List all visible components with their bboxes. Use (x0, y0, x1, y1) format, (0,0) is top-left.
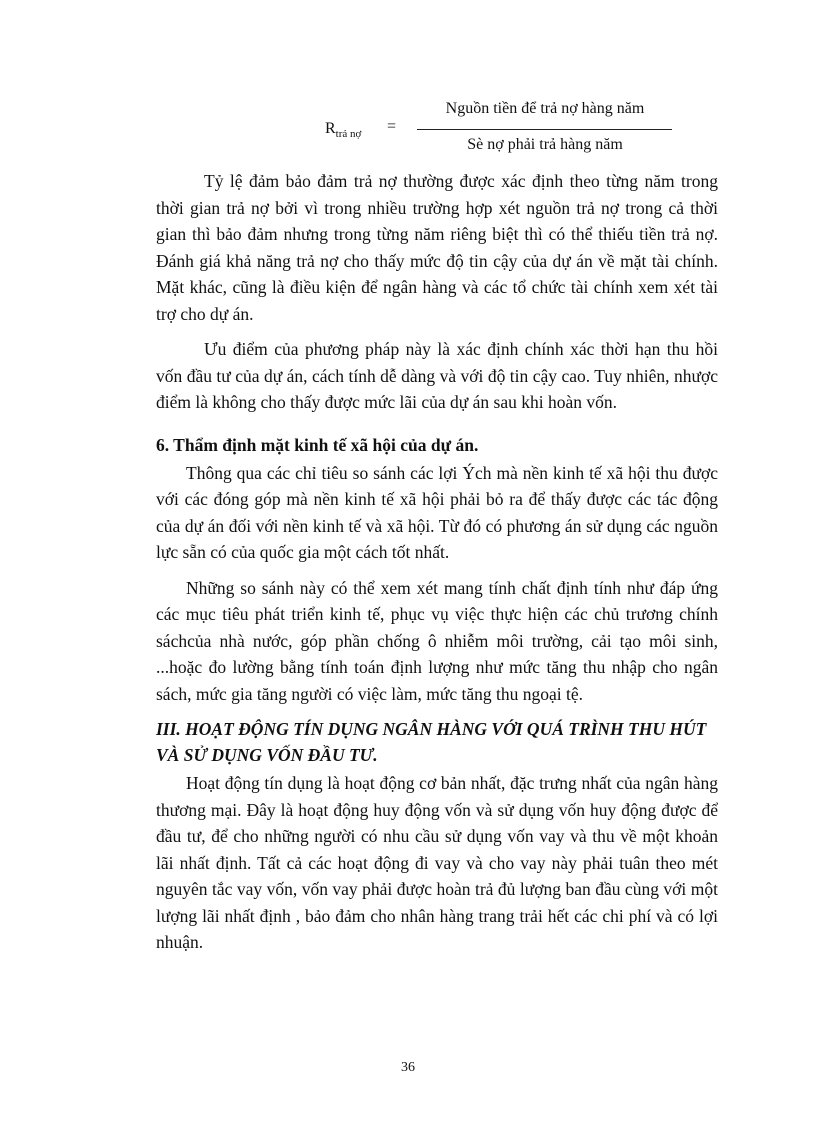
section-iii-heading: III. HOẠT ĐỘNG TÍN DỤNG NGÂN HÀNG VỚI QUÁ TRÌNH THU HÚT VÀ SỬ DỤNG VỐN ĐẦU TƯ. (156, 719, 707, 765)
formula-lhs: $R_{trả nợ}$ (325, 120, 362, 141)
formula-denominator: Sè nợ phải trả hàng năm (467, 136, 623, 153)
formula-numerator: Nguồn tiền để trả nợ hàng năm (445, 100, 645, 117)
paragraph-socioeconomic-1: Thông qua các chỉ tiêu so sánh các lợi Ých mà nền kinh tế xã hội thu được với các đóng góp mà nền kinh tế xã hội phải bỏ ra để thấy được các tác động của dự án đối với nền kinh tế và xã hội. Từ đó có phương án sử dụng các nguồn lực sẵn có của quốc gia một cách tốt nhất. (156, 462, 718, 562)
section-6-heading: 6. Thẩm định mặt kinh tế xã hội của dự án. (156, 434, 479, 455)
formula-lhs-subscript: trả nợ (335, 128, 362, 141)
paragraph-debt-ratio: Tỷ lệ đảm bảo đảm trả nợ thường được xác định theo từng năm trong thời gian trả nợ bởi vì trong nhiều trường hợp xét nguồn trả nợ trong cả thời gian thì bảo đảm nhưng trong từng năm riêng biệt thì có thể thiếu tiền trả nợ. Đánh giá khả năng trả nợ cho thấy mức độ tin cậy của dự án về mặt tài chính. Mặt khác, cũng là điều kiện để ngân hàng và các tổ chức tài chính xem xét tài trợ cho dự án. (156, 171, 718, 324)
debt-coverage-formula (325, 100, 685, 162)
page-content (156, 168, 718, 965)
paragraph-credit-activity: Hoạt động tín dụng là hoạt động cơ bản nhất, đặc trưng nhất của ngân hàng thương mại. Đây là hoạt động huy động vốn và sử dụng vốn huy động được để đầu tư, để cho những người có nhu cầu sử dụng vốn vay và thu về một khoản lãi nhất định. Tất cả các hoạt động đi vay và cho vay này phải tuân theo mét nguyên tắc vay vốn, vốn vay phải được hoàn trả đủ lượng ban đầu cùng với một lượng lãi nhất định , bảo đảm cho nhân hàng trang trải hết các chi phí và có lợi nhuận. (156, 773, 718, 952)
fraction-line (417, 129, 672, 130)
page-number: 36 (401, 1060, 415, 1075)
paragraph-advantages: Ưu điểm của phương pháp này là xác định chính xác thời hạn thu hồi vốn đầu tư của dự án, cách tính dễ dàng và với độ tin cậy cao. Tuy nhiên, nhược điểm là không cho thấy được mức lãi của dự án sau khi hoàn vốn. (156, 339, 718, 412)
paragraph-socioeconomic-2: Những so sánh này có thể xem xét mang tính chất định tính như đáp ứng các mục tiêu phát triển kinh tế, phục vụ việc thực hiện các chủ trương chính sáchcủa nhà nước, góp phần chống ô nhiễm môi trường, cải tạo môi sinh, ...hoặc đo lường bằng tính toán định lượng như mức tăng thu nhập cho ngân sách, mức gia tăng người có việc làm, mức tăng thu ngoại tệ. (156, 577, 718, 704)
formula-equals: = (387, 118, 397, 135)
